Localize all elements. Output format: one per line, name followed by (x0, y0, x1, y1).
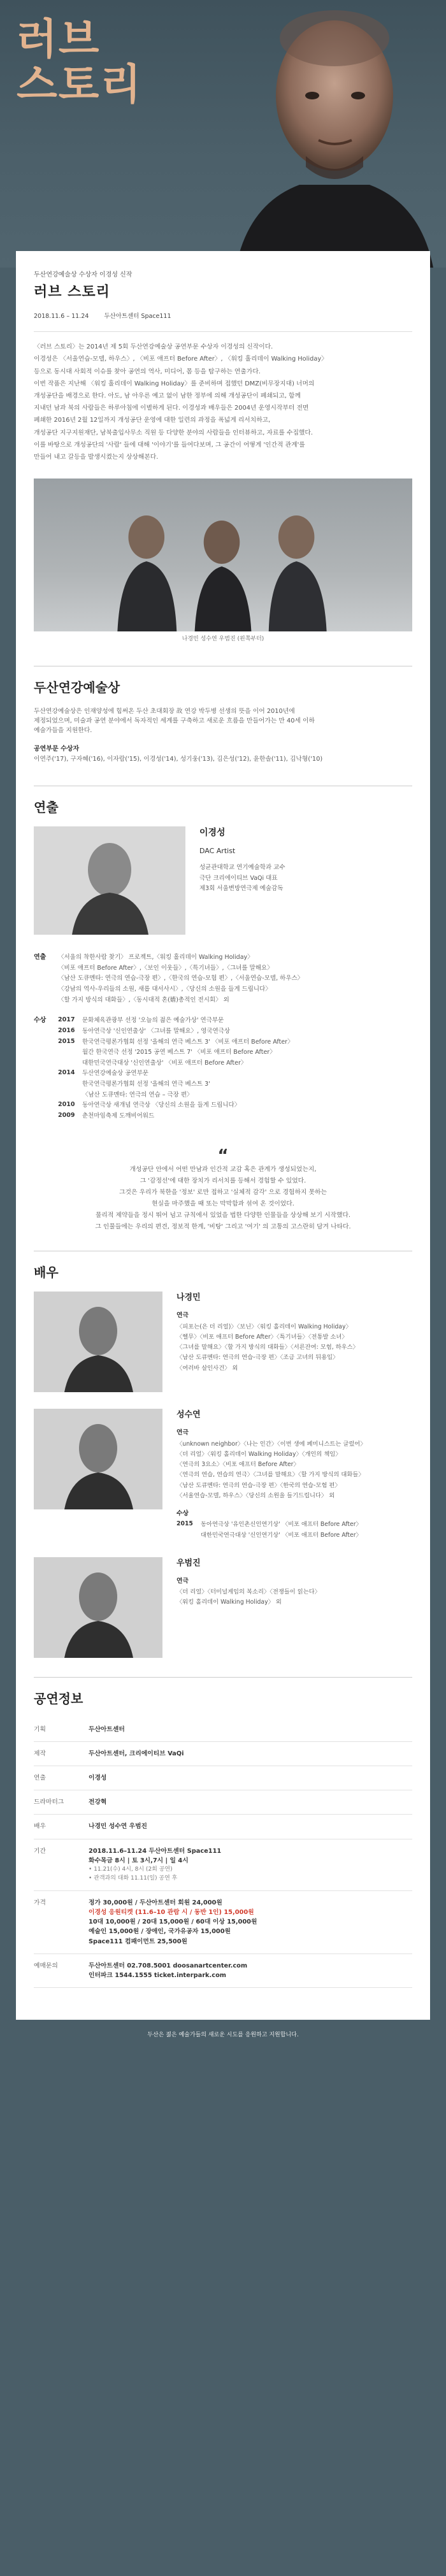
actor-award-year: 2015 (176, 1520, 193, 1528)
director-works (34, 953, 412, 1005)
winners-list: 이연주('17), 구자혜('16), 이자람('15), 이경성('14), 성기웅('13), 김은성('12), 윤한솔('11), 김낙형('10) (34, 755, 323, 763)
award-year (58, 1058, 82, 1069)
quote-line: 그 인물들에는 우리의 편견, 정보적 한계, '비탕' 그리고 '여기' 의 고통의 고스란히 담겨 나타다. (95, 1223, 351, 1231)
info-heading: 공연정보 (34, 1690, 83, 1706)
intro-line: 이를 바탕으로 개성공단의 '사람' 들에 대해 '이야기'를 들여다보며, 그 공간이 어떻게 '인간적 관계'를 (34, 441, 305, 449)
quote-line: 그것은 우리가 북한을 '정보' 로만 접하고 '실체적 감각' 으로 경험하지 못하는 (119, 1188, 327, 1196)
period-main: 2018.11.6–11.24 두산아트센터 Space111 (89, 1847, 222, 1855)
booking-line[interactable]: 두산아트센터 02.708.5001 doosanartcenter.com (89, 1962, 248, 1969)
director-awards (34, 1016, 412, 1121)
dates-text: 2018.11.6 – 11.24 (34, 312, 89, 320)
award-row (58, 1090, 412, 1101)
director-bio-line: 성균관대학교 연기예술학과 교수 (199, 863, 285, 871)
award-row (58, 1047, 412, 1058)
works-label: 연출 (34, 954, 47, 961)
works-line: 〈서울의 착한사람 찾기〉 프로젝트,〈워킹 홀리데이 Walking Holiday〉 (58, 954, 254, 961)
quote-line: 현실을 마주했을 때 또는 막막함과 섞여 온 것이었다. (152, 1200, 294, 1207)
info-key: 가격 (34, 1899, 46, 1906)
director-quote (34, 1148, 412, 1234)
intro-line: 〈러브 스토리〉는 2014년 제 5회 두산연강예술상 공연부문 수상자 이경성의 신작이다. (34, 343, 273, 351)
award-year (58, 1090, 82, 1101)
award-year: 2009 (58, 1111, 75, 1119)
actor-works-line: 〈피포는(은 더 리얼)〉〈보닌〉〈워킹 홀리데이 Walking Holiday〉 (176, 1323, 352, 1330)
intro-line: 이번 작품은 지난해 〈워킹 홀리데이 Walking Holiday〉를 준비하며 접했던 DMZ(비무장지대) 너머의 (34, 380, 315, 387)
works-line: 〈비포 애프터 Before After〉,〈보인 이웃들〉,〈특기녀들〉,〈그녀를 말해요〉 (58, 964, 273, 972)
info-row (34, 1741, 412, 1766)
meta-row (34, 312, 412, 333)
intro-line: 이경성은 〈서울연습-모델, 하우스〉, 〈비포 애프터 Before After〉, 〈워킹 홀리데이 Walking Holiday〉 (34, 356, 327, 363)
award-text: 춘천마임축제 도깨비어워드 (82, 1112, 155, 1119)
page-title: 러브 스토리 (34, 284, 110, 300)
award-text: 한국연극평론가협회 선정 '올해의 연극 베스트 3' 〈비포 애프터 Before After〉 (82, 1038, 294, 1046)
price-line: Space111 컴패이먼트 25,500원 (89, 1938, 187, 1945)
award-year: 2017 (58, 1016, 75, 1024)
works-line: 〈강남의 역사-우리들의 소원, 새롭 대서사시〉,〈당신의 소원을 들게 드립니다〉 (58, 986, 271, 993)
award-year: 2016 (58, 1026, 75, 1034)
actor-works-label: 연극 (176, 1312, 189, 1320)
director-bio-line: 제3회 서울변방연극제 예술감독 (199, 885, 284, 893)
intro-text (34, 342, 412, 462)
actor-works-label: 연극 (176, 1577, 189, 1585)
award-row (58, 1058, 412, 1069)
price-line: 10대 10,000원 / 20대 15,000원 / 60대 이상 15,000원 (89, 1918, 257, 1926)
actor-works-line: 〈서울연습-모델, 하우스〉〈당신의 소원을 들기드립니다〉 외 (176, 1492, 335, 1499)
award-row (58, 1079, 412, 1090)
actor-works-line: 〈여러바 살인사건〉 외 (176, 1364, 238, 1372)
booking-line[interactable]: 인터파크 1544.1555 ticket.interpark.com (89, 1971, 227, 1979)
actor-name: 성수연 (176, 1410, 201, 1420)
award-row (58, 1016, 412, 1026)
content-card (16, 251, 430, 2020)
award-row (58, 1069, 412, 1079)
venue-text: 두산아트센터 Space111 (104, 312, 171, 320)
info-row-booking (34, 1954, 412, 1987)
hero-title-line2: 스토리 (17, 60, 143, 110)
actor-works-line: 〈그녀를 말해요〉〈할 가지 방식의 대화들〉〈서른잔여: 모험, 하우스〉 (176, 1344, 359, 1351)
cast-group-image (34, 479, 412, 631)
intro-line: 개성공단 지구지원재단, 남북출입사무소 직원 등 다양한 분야의 사람들을 인터뷰하고, 자료를 수집했다. (34, 429, 313, 436)
actor-photo (34, 1292, 162, 1392)
info-key: 드라마터그 (34, 1799, 64, 1806)
award-row (58, 1026, 412, 1037)
actor-photo (34, 1557, 162, 1658)
info-row (34, 1766, 412, 1790)
director-info (199, 826, 285, 935)
period-note: • 관객과의 대화 11.11(일) 공연 후 (89, 1874, 178, 1882)
actor-works-line: 〈연극의 연습, 연습의 연극〉〈그녀를 말해요〉〈할 가지 방식의 대화들〉 (176, 1471, 364, 1479)
director-block (34, 826, 412, 935)
info-key: 기획 (34, 1725, 46, 1733)
price-line: 예술인 15,000원 / 장애인, 국가유공자 15,000원 (89, 1928, 231, 1936)
actor-info (176, 1292, 359, 1392)
actor-block (34, 1557, 412, 1658)
actor-works-line: 〈남산 도큐멘타: 연극의 연습-극장 편〉〈한국의 연습-모험 편〉 (176, 1481, 341, 1489)
award-text: 대한민국연극대상 '신인연출상' 〈비포 애프터 Before After〉 (82, 1059, 247, 1067)
director-photo (34, 826, 185, 935)
hero-title-line1: 러브 (17, 15, 101, 64)
actor-name: 나경민 (176, 1293, 201, 1303)
award-year: 2015 (58, 1037, 75, 1045)
footer-text: 두산은 젊은 예술가들의 새로운 시도를 응원하고 지원합니다. (147, 2032, 299, 2039)
actor-works-line: 〈더 리얼〉〈워킹 홀리데이 Walking Holiday〉〈개인의 책임〉 (176, 1450, 342, 1458)
info-row-price (34, 1890, 412, 1954)
intro-line: 지내던 남과 북의 사람들은 하루아침에 이별하게 된다. 이경성과 배우들은 2004년 운영시작부터 전면 (34, 405, 309, 412)
quote-line: 물리적 제약들을 정시 뛰어 넘고 규칙에서 있었을 법한 다양한 인물들을 상상해 보기 시작했다. (95, 1211, 351, 1219)
actor-awards-label: 수상 (176, 1510, 189, 1518)
actor-works-line: 〈워킹 홀리데이 Walking Holiday〉 외 (176, 1599, 282, 1606)
cast-list (34, 1292, 412, 1658)
doosan-desc-line: 예술가들을 지원한다. (34, 727, 92, 735)
info-value: 두산아트센터, 크리에이티브 VaQi (89, 1750, 184, 1757)
award-text: 동아연극상 '신인연출상' 〈그녀를 말해요〉, 영국연극상 (82, 1027, 231, 1035)
info-row (34, 1790, 412, 1815)
actor-award-text: 대한민국연극대상 '신인연기상' 〈비포 애프터 Before After〉 (201, 1531, 362, 1539)
actor-award-row (176, 1520, 366, 1530)
actor-name: 우범진 (176, 1558, 201, 1568)
actor-block (34, 1409, 412, 1541)
works-line: 〈남산 도큐멘타: 연극의 연습-극장 편〉,〈한국의 연습-모험 편〉,〈서울연습-모델, 하우스〉 (58, 975, 304, 982)
award-text: 동아연극상 새개념 연극상 〈당신의 소원을 들게 드립니다〉 (82, 1102, 241, 1109)
hero-title (17, 17, 142, 108)
award-year (58, 1079, 82, 1090)
award-row (58, 1037, 412, 1048)
info-key: 예매문의 (34, 1962, 58, 1969)
director-bio-line: 극단 크리에이티브 VaQi 대표 (199, 874, 278, 882)
actor-photo (34, 1409, 162, 1509)
actor-info (176, 1557, 320, 1658)
director-portrait-image (210, 0, 446, 268)
actor-works-line: 〈연극의 3요소〉〈비포 애프터 Before After〉 (176, 1461, 299, 1469)
actor-works-line: 〈헬무〉〈비포 애프터 Before After〉〈특기녀들〉〈전통발 소녀〉 (176, 1333, 348, 1341)
info-row (34, 1718, 412, 1742)
actor-award-row (176, 1530, 366, 1541)
program-label: 두산연강예술상 수상자 이경성 신작 (34, 271, 133, 278)
award-text: 문화체육관광부 선정 '오늘의 젊은 예술가상' 연극부문 (82, 1017, 224, 1025)
award-text: 〈남산 도큐멘타: 연극의 연습 – 극장 편〉 (82, 1091, 193, 1098)
winners-label: 공연부문 수상자 (34, 745, 80, 753)
info-key: 배우 (34, 1823, 46, 1831)
quote-line: 그 '감정선'에 대한 장치가 리서치를 등해서 경험할 수 있었다. (140, 1177, 306, 1184)
info-key: 기간 (34, 1847, 46, 1855)
intro-line: 등으로 동시대 사회적 이슈를 찾아 공연의 역사, 미디어, 몸 등을 탐구하는 연출가다. (34, 368, 261, 375)
actor-works-label: 연극 (176, 1429, 189, 1437)
quote-line: 개성공단 안에서 어떤 만남과 인간적 교감 혹은 관계가 생성되었는지, (129, 1165, 317, 1173)
actor-works-line: 〈unknown neighbor〉〈나는 인간〉〈이번 생에 페미니스트는 글렀어〉 (176, 1440, 366, 1448)
info-row (34, 1815, 412, 1839)
director-role: DAC Artist (199, 846, 236, 855)
price-line-highlight: 이경성 응원티켓 (11.6–10 관람 시 / 동반 1인) 15,000원 (89, 1909, 254, 1917)
award-year: 2010 (58, 1101, 75, 1109)
award-text: 한국연극평론가협회 선정 '올해의 연극 베스트 3' (82, 1081, 210, 1088)
cast-group-photo (34, 479, 412, 631)
works-line: 〈할 가지 방식의 대화들〉,〈동시대적 혼(嬙)총적인 전시회〉 외 (58, 996, 229, 1004)
award-year (58, 1047, 82, 1058)
doosan-desc-line: 두산연강예술상은 인재양성에 힘써온 두산 초대회장 故 연강 박두병 선생의 뜻을 이어 2010년에 (34, 707, 295, 715)
award-row (58, 1100, 412, 1111)
divider (34, 1677, 412, 1678)
info-table (34, 1718, 412, 1988)
doosan-heading: 두산연강예술상 (34, 679, 120, 695)
info-key: 연출 (34, 1774, 46, 1782)
photo-caption: 나경민 성수연 우범진 (왼쪽부터) (182, 636, 264, 643)
info-value: 전강혁 (89, 1799, 107, 1806)
actor-works-line: 〈남산 도큐멘타: 연극의 연습-극장 편〉〈조금 고녀의 뒤용입〉 (176, 1354, 339, 1362)
actor-info (176, 1409, 366, 1541)
hero-banner (0, 0, 446, 268)
info-value: 나경민 성수연 우범진 (89, 1823, 147, 1831)
period-times: 화수목금 8시 | 토 3시,7시 | 일 4시 (89, 1857, 189, 1864)
actor-works-line: 〈더 리얼〉〈터미널게임의 복소리〉〈전쟁들이 읽는다〉 (176, 1588, 320, 1596)
doosan-desc-line: 제정되었으며, 미술과 공연 분야에서 독자적인 세계를 구축하고 새로운 흐름을 만들어가는 만 40세 이하 (34, 717, 315, 725)
intro-line: 폐쇄한 2016년 2월 12일까지 개성공단 운영에 대한 일련의 과정을 폭넓게 리서치하고, (34, 417, 271, 424)
actor-award-text: 동아연극상 '유인촌신인연기상' 〈비포 애프터 Before After〉 (201, 1521, 362, 1529)
quote-mark: “ (217, 1146, 229, 1165)
awards-label: 수상 (34, 1017, 47, 1025)
cast-heading: 배우 (34, 1265, 59, 1281)
price-line: 정가 30,000원 / 두산아트센터 회원 24,000원 (89, 1899, 222, 1906)
award-text: 월간 한국연극 선정 '2015 공연 베스트 7' 〈비포 애프터 Before After〉 (82, 1049, 276, 1056)
period-note: • 11.21(수) 4시, 8시 (2회 공연) (89, 1866, 173, 1873)
info-value: 두산아트센터 (89, 1725, 125, 1733)
award-text: 두산연강예술상 공연부문 (82, 1070, 148, 1077)
award-row (58, 1111, 412, 1122)
info-row-period (34, 1839, 412, 1890)
intro-line: 개성공단을 배경으로 한다. 아도, 남 아우른 예고 없이 남한 정부에 의해 개성공단이 폐쇄되고, 함께 (34, 392, 301, 399)
actor-award-year (176, 1530, 201, 1541)
intro-line: 만들어 내고 갈등을 발생시켰는지 상상해본다. (34, 453, 159, 461)
award-year: 2014 (58, 1069, 75, 1077)
actor-block (34, 1292, 412, 1392)
director-name: 이경성 (199, 828, 226, 838)
info-key: 제작 (34, 1750, 46, 1757)
director-heading: 연출 (34, 800, 59, 816)
info-value: 이경성 (89, 1774, 107, 1782)
